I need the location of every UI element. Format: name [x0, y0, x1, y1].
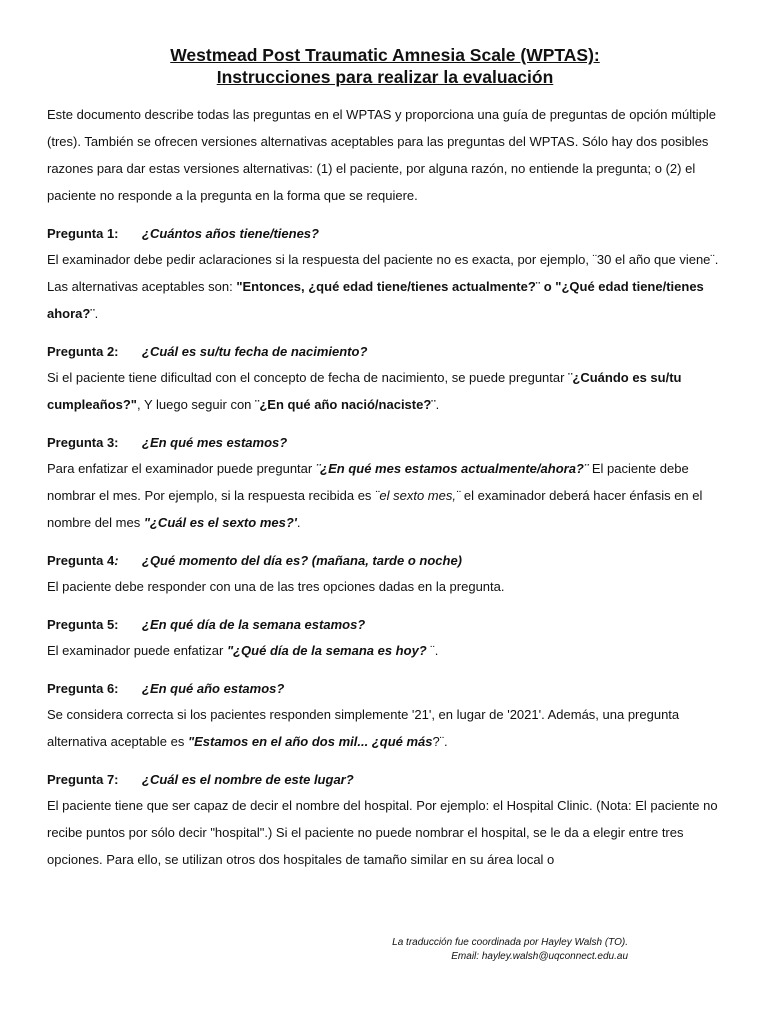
question-5 — [47, 612, 723, 664]
question-7 — [47, 767, 723, 873]
question-1-instructions — [47, 246, 723, 327]
question-3-instructions — [47, 455, 723, 536]
question-1-part-c: . — [94, 306, 99, 321]
question-1-part-a: El examinador debe pedir aclaraciones si la respuesta del paciente no es exacta, por ejemplo, ¨30 el año que viene¨. Las alternativas aceptables son: — [47, 252, 719, 294]
question-7-label: Pregunta 7: — [47, 772, 119, 787]
question-6-part-b: "Estamos en el año dos mil... ¿qué más — [187, 734, 433, 749]
question-2-heading — [47, 339, 723, 364]
question-4-instructions: El paciente debe responder con una de las tres opciones dadas en la pregunta. — [47, 579, 505, 594]
title-line-2: Instrucciones para realizar la evaluación — [216, 67, 554, 87]
question-3-part-c: El paciente debe nombrar el mes. Por ejemplo, si la respuesta recibida es — [47, 461, 689, 503]
question-3-part-b: ¨¿En qué mes estamos actualmente/ahora?¨ — [315, 461, 589, 476]
document-title — [47, 44, 723, 88]
question-6 — [47, 676, 723, 755]
question-3-heading — [47, 430, 723, 455]
question-5-part-b: "¿Qué día de la semana es hoy? — [226, 643, 427, 658]
footer-credit-line: La traducción fue coordinada por Hayley Walsh (TO). — [392, 937, 628, 948]
intro-paragraph: Este documento describe todas las preguntas en el WPTAS y proporciona una guía de preguntas de opción múltiple (tres). También se ofrecen versiones alternativas aceptables para las preguntas del WPTAS. Sólo hay dos posibles razones para dar estas versiones alternativas: (1) el paciente, por alguna razón, no entiende la pregunta; o (2) el paciente no responde a la pregunta en la forma que se requiere. — [47, 107, 716, 203]
question-6-text: ¿En qué año estamos? — [142, 681, 285, 696]
question-3-part-g: . — [296, 515, 301, 530]
question-6-part-c: ?¨. — [432, 734, 448, 749]
question-6-instructions — [47, 701, 723, 755]
question-5-label: Pregunta 5: — [47, 617, 119, 632]
question-4-label — [47, 548, 142, 573]
question-2-part-a: Si el paciente tiene dificultad con el concepto de fecha de nacimiento, se puede preguntar — [47, 370, 569, 385]
question-7-text: ¿Cuál es el nombre de este lugar? — [142, 772, 354, 787]
question-7-heading — [47, 767, 723, 792]
question-3 — [47, 430, 723, 536]
question-5-part-c: ¨. — [426, 643, 439, 658]
question-1 — [47, 221, 723, 327]
document-page — [47, 44, 723, 873]
question-6-label: Pregunta 6: — [47, 681, 119, 696]
footer-email-line: Email: hayley.walsh@uqconnect.edu.au — [451, 951, 628, 962]
question-2-part-c: , Y luego seguir con — [136, 397, 256, 412]
question-3-label: Pregunta 3: — [47, 435, 119, 450]
question-5-part-a: El examinador puede enfatizar — [47, 643, 227, 658]
question-4-label-suffix: : — [114, 553, 119, 568]
question-2-part-b: ¨¿Cuándo es su/tu cumpleaños?" — [47, 370, 682, 412]
question-3-part-e: el examinador deberá hacer énfasis en el nombre del mes — [47, 488, 703, 530]
question-2-label: Pregunta 2: — [47, 344, 119, 359]
question-2 — [47, 339, 723, 418]
question-3-part-d: ¨el sexto mes,¨ — [375, 488, 461, 503]
question-2-part-d: ¨¿En qué año nació/naciste?¨ — [255, 397, 436, 412]
question-3-text: ¿En qué mes estamos? — [142, 435, 288, 450]
question-6-part-a: Se considera correcta si los pacientes responden simplemente '21', en lugar de '2021'. Además, una pregunta alternativa aceptable es — [47, 707, 680, 749]
question-1-heading — [47, 221, 723, 246]
question-5-heading — [47, 612, 723, 637]
question-6-heading — [47, 676, 723, 701]
title-line-1: Westmead Post Traumatic Amnesia Scale (WPTAS): — [170, 45, 600, 65]
question-1-part-b: "Entonces, ¿qué edad tiene/tienes actualmente?¨ o "¿Qué edad tiene/tienes ahora?¨ — [47, 279, 704, 321]
translation-credit — [392, 936, 628, 964]
question-1-text: ¿Cuántos años tiene/tienes? — [142, 226, 319, 241]
question-3-part-f: "¿Cuál es el sexto mes?' — [143, 515, 297, 530]
question-2-instructions — [47, 364, 723, 418]
question-5-instructions — [47, 637, 723, 664]
question-1-label: Pregunta 1: — [47, 226, 119, 241]
question-2-part-e: . — [435, 397, 440, 412]
question-4-label-text: Pregunta 4 — [47, 553, 115, 568]
question-2-text: ¿Cuál es su/tu fecha de nacimiento? — [142, 344, 368, 359]
question-4 — [47, 548, 723, 600]
question-4-heading — [47, 548, 723, 573]
question-7-instructions: El paciente tiene que ser capaz de decir el nombre del hospital. Por ejemplo: el Hospital Clinic. (Nota: El paciente no recibe puntos por sólo decir "hospital".) Si el paciente no puede nombrar el hospital, se le da a elegir entre tres opciones. Para ello, se utilizan otros dos hospitales de tamaño similar en su área local o — [47, 798, 718, 867]
question-5-text: ¿En qué día de la semana estamos? — [142, 617, 366, 632]
question-4-text: ¿Qué momento del día es? (mañana, tarde o noche) — [142, 553, 462, 568]
question-3-part-a: Para enfatizar el examinador puede preguntar — [47, 461, 316, 476]
